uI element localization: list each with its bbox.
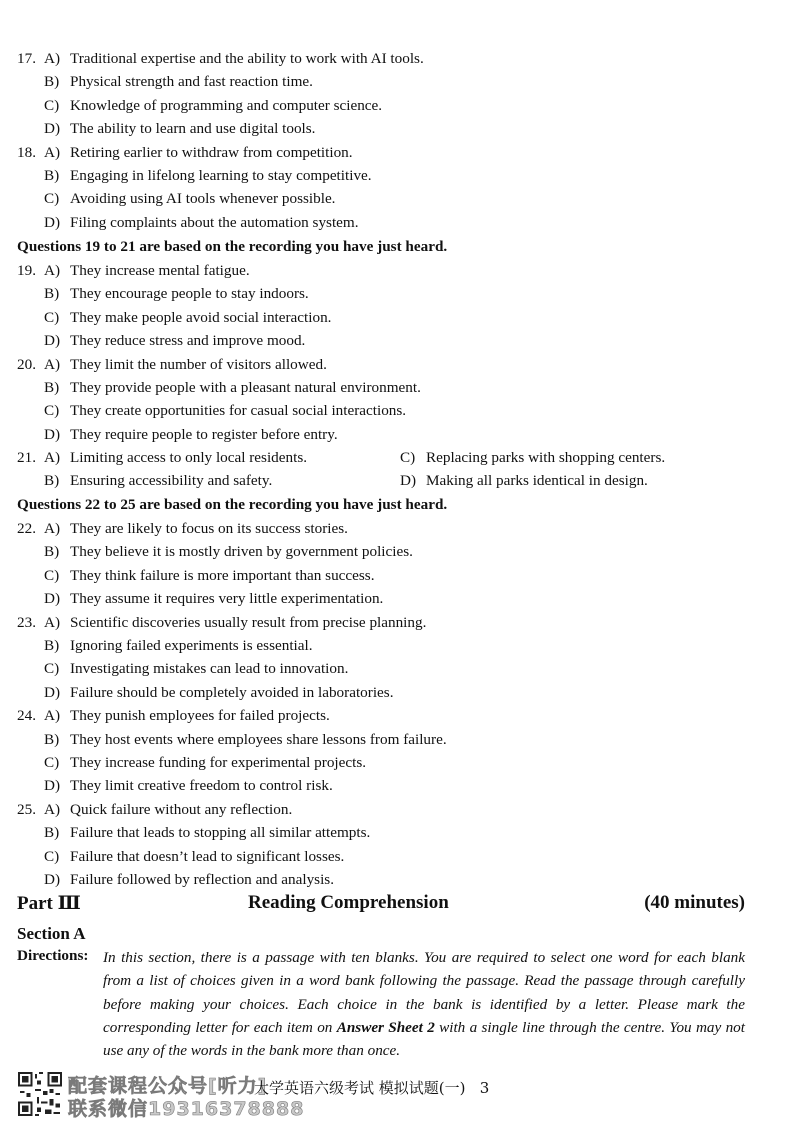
- question-number: 24.: [17, 707, 36, 725]
- part-label: Part Ⅲ: [17, 893, 81, 914]
- question-21-option-c: [400, 448, 665, 468]
- question-21-row1: [17, 448, 307, 468]
- option-text: Knowledge of programming and computer science.: [70, 96, 383, 114]
- option-letter: B): [44, 824, 60, 842]
- option-text: They are likely to focus on its success stories.: [70, 520, 348, 537]
- question-option-line: [44, 401, 406, 421]
- option-text: They reduce stress and improve mood.: [70, 332, 306, 350]
- option-text: Retiring earlier to withdraw from competition.: [70, 143, 353, 161]
- section-header-22-25: Questions 22 to 25 are based on the recording you have just heard.: [17, 496, 448, 513]
- option-text: Avoiding using AI tools whenever possible.: [70, 190, 336, 208]
- answer-sheet-reference: Answer Sheet 2: [336, 1018, 435, 1036]
- question-number: 25.: [17, 800, 36, 818]
- question-option-line: [44, 776, 333, 796]
- page-number: 3: [479, 1079, 490, 1097]
- qr-code-icon: [18, 1072, 62, 1116]
- option-letter: D): [400, 472, 417, 489]
- option-text: Ignoring failed experiments is essential.: [70, 637, 313, 654]
- option-text: Quick failure without any reflection.: [70, 800, 293, 818]
- question-option-line: [44, 96, 382, 116]
- question-option-line: [44, 847, 344, 867]
- option-text: They limit creative freedom to control risk.: [70, 777, 333, 795]
- option-text: They increase funding for experimental projects.: [70, 754, 367, 771]
- option-letter: A): [44, 520, 61, 537]
- option-text: Scientific discoveries usually result from precise planning.: [70, 613, 427, 631]
- question-option-line: [44, 870, 334, 890]
- question-option-line: [44, 542, 413, 562]
- question-option-line: [17, 49, 424, 69]
- option-text: They increase mental fatigue.: [70, 262, 250, 279]
- option-text: They punish employees for failed projects.: [70, 707, 330, 725]
- option-letter: A): [44, 50, 61, 67]
- option-letter: B): [44, 167, 60, 184]
- directions-text: [103, 946, 745, 1062]
- option-letter: C): [44, 190, 60, 208]
- option-text: Failure followed by reflection and analysis.: [70, 871, 335, 888]
- option-letter: A): [44, 800, 61, 818]
- option-letter: C): [44, 308, 60, 326]
- question-option-line: [17, 519, 348, 539]
- option-letter: A): [44, 355, 61, 373]
- question-21-option-d: [400, 471, 648, 491]
- option-text: They limit the number of visitors allowed.: [70, 355, 327, 373]
- option-text: Physical strength and fast reaction time.: [70, 73, 313, 91]
- question-option-line: [44, 566, 375, 586]
- part-heading: [17, 892, 745, 918]
- option-text: Engaging in lifelong learning to stay competitive.: [70, 167, 372, 184]
- directions-text-part1: In this section, there is a passage with ten blanks. You are required to select one word for each blank from a list of choices given in a word bank following the passage. Read the passage through carefully before making your choices. Each choice in the bank is identified by a letter. Please mark the corresponding letter for each item on: [103, 949, 745, 1036]
- option-letter: A): [44, 449, 61, 466]
- option-letter: A): [44, 613, 61, 631]
- question-option-line: [44, 823, 370, 843]
- option-letter: C): [44, 660, 60, 678]
- option-letter: B): [44, 73, 60, 91]
- option-text: Filing complaints about the automation system.: [70, 213, 359, 231]
- question-option-line: [44, 119, 315, 139]
- question-option-line: [44, 753, 366, 773]
- question-option-line: [17, 613, 426, 633]
- question-option-line: [44, 331, 305, 351]
- option-text: They believe it is mostly driven by government policies.: [70, 543, 413, 561]
- option-text: Replacing parks with shopping centers.: [426, 449, 666, 466]
- part-title: Reading Comprehension: [248, 892, 449, 913]
- watermark-line-2: 联系微信19316378888: [68, 1098, 305, 1120]
- option-text: The ability to learn and use digital tools.: [70, 120, 316, 138]
- option-text: Making all parks identical in design.: [426, 472, 648, 489]
- option-letter: A): [44, 707, 61, 725]
- question-option-line: [44, 284, 309, 304]
- option-letter: A): [44, 262, 61, 279]
- option-text: They make people avoid social interaction.: [70, 308, 332, 326]
- option-letter: D): [44, 590, 61, 608]
- option-letter: D): [44, 683, 61, 701]
- question-option-line: [44, 213, 359, 233]
- option-letter: C): [44, 754, 60, 771]
- question-option-line: [17, 355, 327, 375]
- option-text: They host events where employees share lessons from failure.: [70, 730, 447, 748]
- option-letter: B): [44, 730, 60, 748]
- question-option-line: [44, 683, 394, 703]
- part-time: (40 minutes): [644, 892, 745, 913]
- question-number: 22.: [17, 520, 36, 537]
- option-text: They think failure is more important than success.: [70, 566, 375, 584]
- option-letter: A): [44, 143, 61, 161]
- option-text: They require people to register before entry.: [70, 425, 338, 443]
- option-letter: C): [400, 449, 416, 466]
- page-footer: [18, 1070, 618, 1120]
- option-letter: D): [44, 120, 61, 138]
- option-letter: B): [44, 543, 60, 561]
- page-footer-text: [254, 1077, 489, 1098]
- option-letter: C): [44, 847, 60, 865]
- question-number: 19.: [17, 262, 36, 279]
- option-text: Failure that doesn’t lead to significant losses.: [70, 847, 345, 865]
- question-option-line: [17, 800, 292, 820]
- option-letter: B): [44, 637, 60, 654]
- option-letter: B): [44, 472, 60, 489]
- option-text: They create opportunities for casual social interactions.: [70, 402, 407, 420]
- question-number: 18.: [17, 143, 36, 161]
- question-option-line: [44, 166, 372, 186]
- option-text: They assume it requires very little experimentation.: [70, 590, 384, 608]
- question-option-line: [44, 425, 338, 445]
- option-text: Ensuring accessibility and safety.: [70, 472, 273, 489]
- directions-text-part2: with a single line through the centre. You may not use any of the words in the bank more than once.: [103, 1018, 745, 1060]
- option-text: Investigating mistakes can lead to innovation.: [70, 660, 349, 678]
- option-text: They provide people with a pleasant natural environment.: [70, 379, 421, 396]
- option-text: Limiting access to only local residents.: [70, 449, 308, 466]
- option-text: Traditional expertise and the ability to work with AI tools.: [70, 50, 424, 67]
- option-text: They encourage people to stay indoors.: [70, 285, 309, 303]
- option-letter: D): [44, 213, 61, 231]
- watermark-line-1: 配套课程公众号[听力]: [68, 1075, 268, 1097]
- question-option-line: [44, 189, 335, 209]
- question-21-option-b: [44, 471, 272, 491]
- question-option-line: [44, 308, 331, 328]
- question-number: 21.: [17, 449, 36, 466]
- question-number: 17.: [17, 50, 36, 67]
- section-title: Section A: [17, 924, 86, 943]
- option-letter: C): [44, 402, 60, 420]
- option-letter: D): [44, 425, 61, 443]
- question-option-line: [44, 730, 447, 750]
- question-option-line: [44, 72, 313, 92]
- section-header-19-21: Questions 19 to 21 are based on the recording you have just heard.: [17, 238, 448, 255]
- question-number: 23.: [17, 613, 36, 631]
- question-option-line: [17, 706, 330, 726]
- option-letter: D): [44, 777, 61, 795]
- question-option-line: [44, 636, 313, 656]
- option-text: Failure should be completely avoided in laboratories.: [70, 683, 394, 701]
- question-option-line: [17, 261, 250, 281]
- option-letter: B): [44, 379, 60, 396]
- question-option-line: [17, 143, 353, 163]
- option-letter: D): [44, 332, 61, 350]
- exam-title: 大学英语六级考试 模拟试题(一): [254, 1079, 466, 1097]
- option-text: Failure that leads to stopping all similar attempts.: [70, 824, 371, 842]
- question-option-line: [44, 378, 421, 398]
- option-letter: B): [44, 285, 60, 303]
- option-letter: D): [44, 871, 61, 888]
- option-letter: C): [44, 96, 60, 114]
- question-number: 20.: [17, 355, 36, 373]
- option-letter: C): [44, 566, 60, 584]
- question-option-line: [44, 589, 383, 609]
- question-option-line: [44, 659, 348, 679]
- directions-label: Directions:: [17, 947, 89, 964]
